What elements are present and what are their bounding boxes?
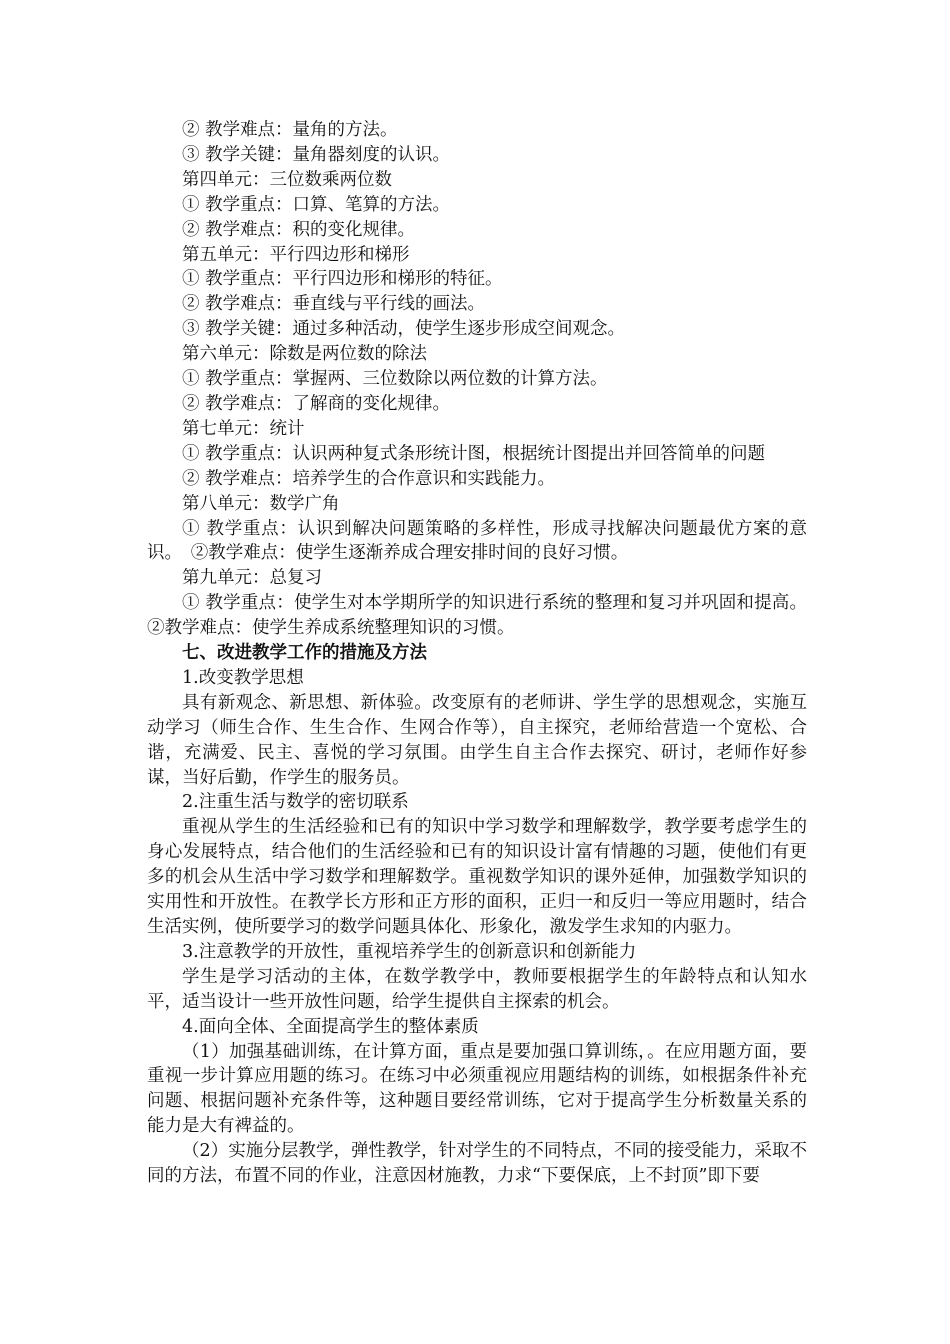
paragraph: （1）加强基础训练，在计算方面，重点是要加强口算训练，。在应用题方面，要重视一步计算应用题的练习。在练习中必须重视应用题结构的训练，如根据条件补充问题、根据问题补充条件等，这种题目要经常训练，它对于提高学生分析数量关系的能力是大有裨益的。 bbox=[147, 1041, 807, 1137]
section-heading: 七、改进教学工作的措施及方法 bbox=[182, 643, 427, 664]
paragraph: 第五单元：平行四边形和梯形 bbox=[182, 244, 410, 265]
paragraph: 2.注重生活与数学的密切联系 bbox=[182, 792, 409, 813]
paragraph: 第八单元：数学广角 bbox=[182, 493, 340, 514]
paragraph: ① 教学重点：使学生对本学期所学的知识进行系统的整理和复习并巩固和提高。②教学难点：使学生养成系统整理知识的习惯。 bbox=[147, 593, 807, 639]
paragraph: 学生是学习活动的主体，在数学教学中，教师要根据学生的年龄特点和认知水平，适当设计一些开放性问题，给学生提供自主探索的机会。 bbox=[147, 966, 807, 1012]
paragraph: 第七单元：统计 bbox=[182, 418, 305, 439]
paragraph: ① 教学重点：掌握两、三位数除以两位数的计算方法。 bbox=[182, 369, 608, 390]
paragraph: 重视从学生的生活经验和已有的知识中学习数学和理解数学，教学要考虑学生的身心发展特点，结合他们的生活经验和已有的知识设计富有情趣的习题，使他们有更多的机会从生活中学习数学和理解数学。重视数学知识的课外延伸，加强数学知识的实用性和开放性。在教学长方形和正方形的面积，正归一和反归一等应用题时，结合生活实例，使所要学习的数学问题具体化、形象化，激发学生求知的内驱力。 bbox=[147, 817, 807, 937]
paragraph: ② 教学难点：量角的方法。 bbox=[182, 120, 398, 140]
paragraph: 第四单元：三位数乘两位数 bbox=[182, 169, 392, 190]
paragraph: 第六单元：除数是两位数的除法 bbox=[182, 344, 427, 365]
paragraph: ② 教学难点：了解商的变化规律。 bbox=[182, 393, 451, 414]
document-page bbox=[147, 118, 807, 1189]
paragraph: 具有新观念、新思想、新体验。改变原有的老师讲、学生学的思想观念，实施互动学习（师生合作、生生合作、生网合作等），自主探究，老师给营造一个宽松、合谐，充满爱、民主、喜悦的学习氛围。由学生自主合作去探究、研讨，老师作好参谋，当好后勤，作学生的服务员。 bbox=[147, 692, 807, 788]
paragraph: ① 教学重点：认识到解决问题策略的多样性，形成寻找解决问题最优方案的意识。 ②教学难点：使学生逐渐养成合理安排时间的良好习惯。 bbox=[147, 518, 807, 564]
paragraph: （2）实施分层教学，弹性教学，针对学生的不同特点，不同的接受能力，采取不同的方法，布置不同的作业，注意因材施教，力求“下要保底，上不封顶”即下要 bbox=[147, 1141, 807, 1187]
paragraph: 1.改变教学思想 bbox=[182, 667, 304, 688]
paragraph: 3.注意教学的开放性，重视培养学生的创新意识和创新能力 bbox=[182, 941, 637, 962]
paragraph: ① 教学重点：口算、笔算的方法。 bbox=[182, 194, 451, 215]
paragraph: ③ 教学关键：量角器刻度的认识。 bbox=[182, 144, 451, 165]
paragraph: ③ 教学关键：通过多种活动，使学生逐步形成空间观念。 bbox=[182, 319, 626, 340]
paragraph: ② 教学难点：积的变化规律。 bbox=[182, 219, 416, 240]
paragraph: ② 教学难点：培养学生的合作意识和实践能力。 bbox=[182, 468, 556, 489]
paragraph: ① 教学重点：平行四边形和梯形的特征。 bbox=[182, 269, 503, 290]
paragraph: 第九单元：总复习 bbox=[182, 568, 322, 589]
paragraph: 4.面向全体、全面提高学生的整体素质 bbox=[182, 1016, 479, 1037]
paragraph: ② 教学难点：垂直线与平行线的画法。 bbox=[182, 294, 486, 315]
paragraph: ① 教学重点：认识两种复式条形统计图，根据统计图提出并回答简单的问题 bbox=[182, 443, 766, 464]
